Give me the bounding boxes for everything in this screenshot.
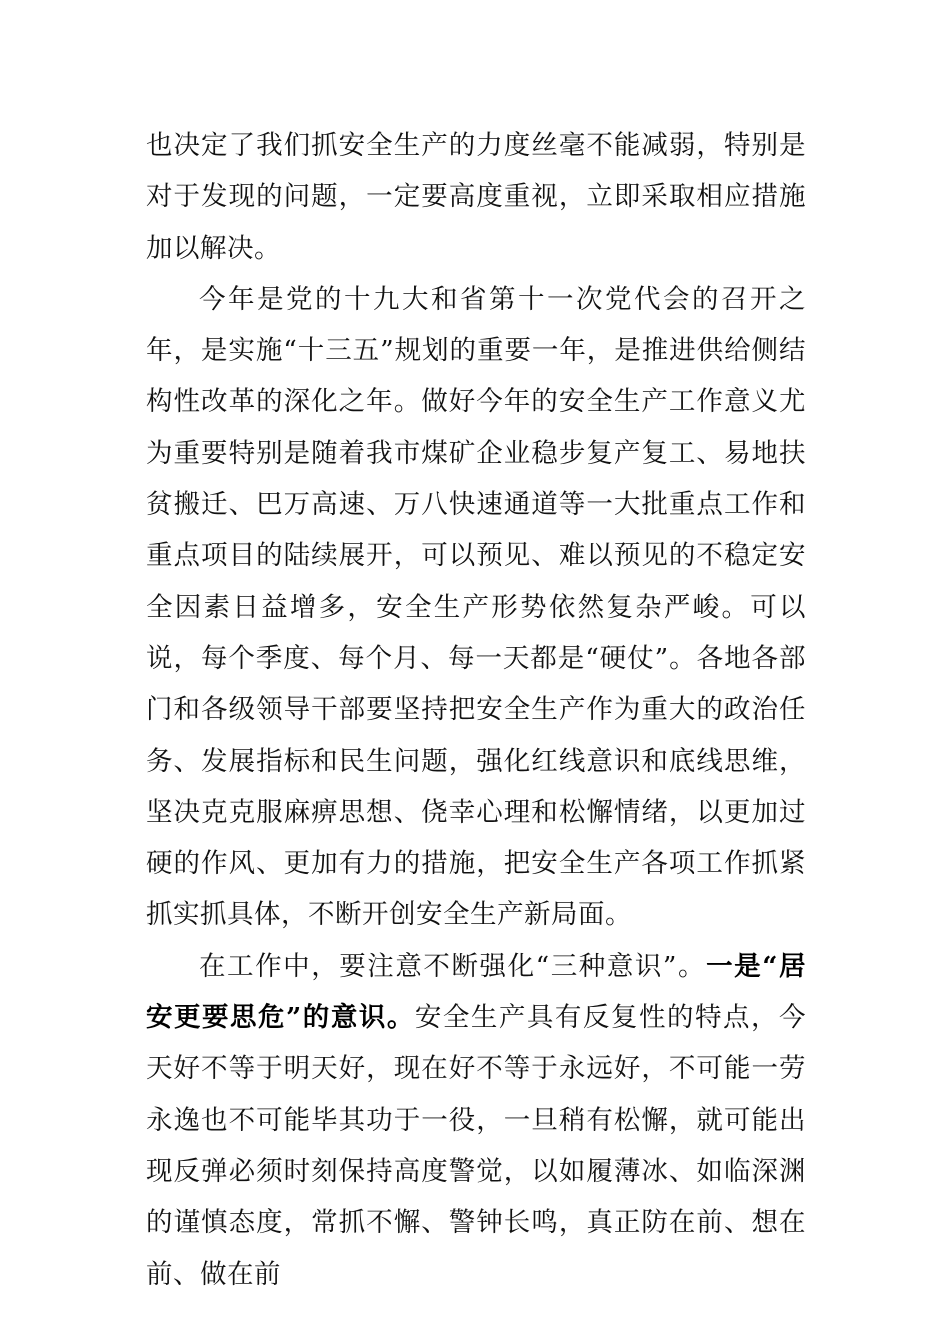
paragraph-three-awareness bbox=[146, 941, 806, 1300]
body-text bbox=[146, 120, 806, 1300]
paragraph-rest-text: 安全生产具有反复性的特点，今天好不等于明天好，现在好不等于永远好，不可能一劳永逸也不可能毕其功于一役，一旦稍有松懈，就可能出现反弹必须时刻保持高度警觉，以如履薄冰、如临深渊的谨慎态度，常抓不懈、警钟长鸣，真正防在前、想在前、做在前 bbox=[146, 1002, 807, 1290]
bold-heading-first-awareness: 一是“居安更要思危”的意识。 bbox=[146, 950, 806, 1034]
paragraph-this-year: 今年是党的十九大和省第十一次党代会的召开之年，是实施“十三五”规划的重要一年，是推进供给侧结构性改革的深化之年。做好今年的安全生产工作意义尤为重要特别是随着我市煤矿企业稳步复产复工、易地扶贫搬迁、巴万高速、万八快速通道等一大批重点工作和重点项目的陆续展开，可以预见、难以预见的不稳定安全因素日益增多，安全生产形势依然复杂严峻。可以说，每个季度、每个月、每一天都是“硬仗”。各地各部门和各级领导干部要坚持把安全生产作为重大的政治任务、发展指标和民生问题，强化红线意识和底线思维，坚决克克服麻痹思想、侥幸心理和松懈情绪，以更加过硬的作风、更加有力的措施，把安全生产各项工作抓紧抓实抓具体，不断开创安全生产新局面。 bbox=[146, 283, 806, 931]
paragraph-lead-text: 在工作中，要注意不断强化“三种意识”。 bbox=[199, 950, 707, 982]
paragraph-continuation: 也决定了我们抓安全生产的力度丝毫不能减弱，特别是对于发现的问题，一定要高度重视，立即采取相应措施加以解决。 bbox=[146, 130, 806, 264]
